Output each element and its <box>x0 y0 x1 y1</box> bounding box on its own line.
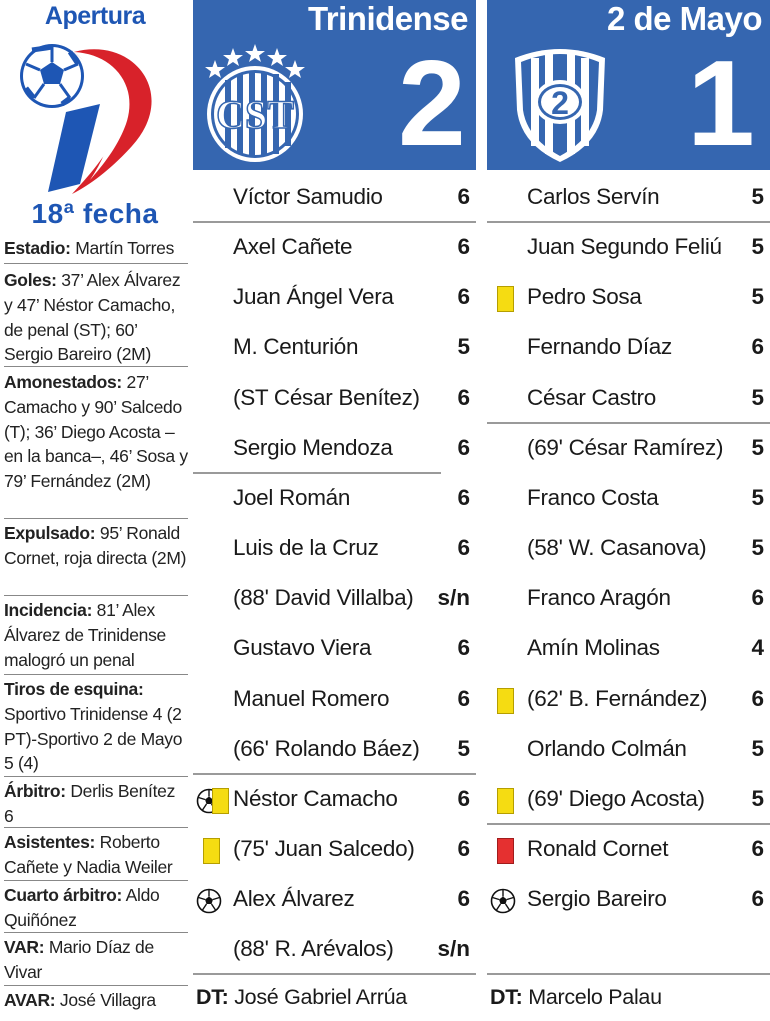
match-info-label: Expulsado: <box>4 523 96 543</box>
divider <box>4 595 188 596</box>
player-rating: s/n <box>437 585 470 611</box>
2-de-mayo-crest-icon <box>505 40 615 164</box>
player-rating: 5 <box>751 384 764 410</box>
player-row <box>193 473 476 523</box>
away-coach-name: Marcelo Palau <box>522 985 662 1009</box>
player-name: (75' Juan Salcedo) <box>233 835 415 861</box>
player-row <box>487 573 770 623</box>
match-info-item <box>4 236 188 261</box>
player-name: Amín Molinas <box>527 635 660 661</box>
divider <box>4 776 188 777</box>
home-team-name: Trinidense <box>307 0 468 37</box>
player-rating: 5 <box>751 735 764 761</box>
match-info-label: Cuarto árbitro: <box>4 885 123 905</box>
player-rating: 6 <box>457 535 470 561</box>
player-rating: 6 <box>457 785 470 811</box>
match-info-item <box>4 370 188 494</box>
player-rating: 6 <box>457 384 470 410</box>
player-name: Carlos Servín <box>527 184 660 209</box>
player-name: (88' David Villalba) <box>233 585 414 611</box>
player-rating: 6 <box>457 484 470 510</box>
player-name: Juan Ángel Vera <box>233 284 394 310</box>
match-info-text: Sportivo Trinidense 4 (2 PT)-Sportivo 2 de Mayo 5 (4) <box>4 703 183 774</box>
player-name: Joel Román <box>233 484 351 510</box>
tournament-block <box>0 0 190 236</box>
red-card-icon <box>497 838 514 864</box>
match-info-item <box>4 521 188 571</box>
player-row <box>487 824 770 874</box>
player-name: Manuel Romero <box>233 685 390 711</box>
divider <box>4 263 188 264</box>
goal-ball-icon <box>490 888 516 919</box>
player-row <box>193 222 476 272</box>
player-name: Gustavo Viera <box>233 635 372 661</box>
match-sidebar <box>0 0 190 1021</box>
svg-text:2: 2 <box>551 85 569 121</box>
player-name: Axel Cañete <box>233 234 353 260</box>
match-info-label: Goles: <box>4 270 57 290</box>
player-rating: 5 <box>751 234 764 260</box>
match-info-text: Aldo Quiñónez <box>4 885 160 930</box>
player-rating: 5 <box>751 535 764 561</box>
match-info-item <box>4 988 188 1013</box>
divider <box>4 518 188 519</box>
divider <box>4 932 188 933</box>
yellow-card-icon <box>497 688 514 714</box>
player-rating: 5 <box>751 434 764 460</box>
yellow-card-icon <box>203 838 220 864</box>
player-name: Sergio Mendoza <box>233 434 393 460</box>
player-row <box>193 322 476 372</box>
player-row <box>193 724 476 774</box>
player-row <box>487 172 770 222</box>
match-info-item <box>4 883 188 933</box>
home-score: 2 <box>398 35 466 171</box>
player-name: M. Centurión <box>233 334 359 360</box>
player-name: Orlando Colmán <box>527 735 687 761</box>
player-rating: 6 <box>751 835 764 861</box>
player-row <box>193 272 476 322</box>
match-info-text: 37’ Alex Álvarez y 47’ Néstor Camacho, de penal (ST); 60’ Sergio Bareiro (2M) <box>4 270 181 365</box>
player-row <box>193 924 476 974</box>
player-rating: 6 <box>751 585 764 611</box>
home-coach-name: José Gabriel Arrúa <box>228 985 407 1009</box>
away-coach <box>490 985 662 1010</box>
player-row <box>193 573 476 623</box>
player-rating: 5 <box>457 334 470 360</box>
divider <box>487 823 770 825</box>
divider <box>4 880 188 881</box>
player-rating: 6 <box>457 234 470 260</box>
player-name: (88' R. Arévalos) <box>233 936 394 962</box>
divider <box>193 973 476 975</box>
player-name: César Castro <box>527 384 656 410</box>
match-info-text: José Villagra <box>55 990 156 1010</box>
match-info-item <box>4 677 188 776</box>
match-info-label: Árbitro: <box>4 781 66 801</box>
player-name: Franco Aragón <box>527 585 671 611</box>
match-info-text: Derlis Benítez 6 <box>4 781 176 826</box>
player-rating: 4 <box>751 635 764 661</box>
player-rating: 6 <box>457 685 470 711</box>
player-rating: 5 <box>751 284 764 310</box>
player-row <box>487 523 770 573</box>
match-info-text: 81’ Alex Álvarez de Trinidense malogró un penal <box>4 600 166 670</box>
player-row <box>487 774 770 824</box>
player-row <box>193 423 476 473</box>
player-rating: 6 <box>457 835 470 861</box>
player-name: (58' W. Casanova) <box>527 535 707 561</box>
player-rating: 6 <box>457 184 470 209</box>
player-row <box>193 373 476 423</box>
tournament-name: Apertura <box>44 2 146 30</box>
player-name: (66' Rolando Báez) <box>233 735 420 761</box>
divider <box>193 773 476 775</box>
player-name: Néstor Camacho <box>233 785 398 811</box>
svg-text:CST: CST <box>216 92 294 137</box>
match-info-text: 95’ Ronald Cornet, roja directa (2M) <box>4 523 187 568</box>
player-rating: 5 <box>751 184 764 209</box>
player-row <box>487 623 770 673</box>
player-name: (69' Diego Acosta) <box>527 785 705 811</box>
divider <box>487 422 770 424</box>
divider <box>4 827 188 828</box>
player-row <box>487 423 770 473</box>
player-row <box>193 523 476 573</box>
match-info-text: Martín Torres <box>70 238 175 258</box>
player-name: Alex Álvarez <box>233 886 355 912</box>
player-row <box>193 674 476 724</box>
match-info-label: Asistentes: <box>4 832 96 852</box>
goal-ball-icon <box>196 888 222 919</box>
player-rating: s/n <box>437 936 470 962</box>
player-row <box>487 473 770 523</box>
player-name: (ST César Benítez) <box>233 384 420 410</box>
match-info-item <box>4 268 188 367</box>
player-name: Sergio Bareiro <box>527 886 667 912</box>
yellow-card-icon <box>497 788 514 814</box>
player-row <box>193 824 476 874</box>
player-row <box>193 774 476 824</box>
match-info-item <box>4 935 188 985</box>
player-name: Pedro Sosa <box>527 284 642 310</box>
divider <box>4 674 188 675</box>
player-name: Ronald Cornet <box>527 835 669 861</box>
yellow-card-icon <box>497 286 514 312</box>
divider <box>193 472 441 474</box>
player-row <box>487 874 770 924</box>
divider <box>4 366 188 367</box>
player-row <box>193 874 476 924</box>
player-rating: 6 <box>457 886 470 912</box>
match-info-text: Roberto Cañete y Nadia Weiler <box>4 832 173 877</box>
player-rating: 6 <box>751 886 764 912</box>
player-name: (62' B. Fernández) <box>527 685 708 711</box>
player-rating: 6 <box>751 334 764 360</box>
match-info-text: Mario Díaz de Vivar <box>4 937 154 982</box>
away-coach-label: DT: <box>490 985 523 1009</box>
player-row <box>487 674 770 724</box>
player-rating: 6 <box>457 635 470 661</box>
match-info-item <box>4 779 188 829</box>
match-info-label: VAR: <box>4 937 45 957</box>
divider <box>487 221 770 223</box>
home-team-header <box>193 0 476 170</box>
player-row <box>487 724 770 774</box>
match-info-label: Estadio: <box>4 238 71 258</box>
player-rating: 5 <box>751 785 764 811</box>
divider <box>4 985 188 986</box>
away-team-header <box>487 0 770 170</box>
player-name: Franco Costa <box>527 484 659 510</box>
player-rating: 6 <box>457 284 470 310</box>
match-info-label: Incidencia: <box>4 600 93 620</box>
match-info-text: 27’ Camacho y 90’ Salcedo (T); 36’ Diego Acosta –en la banca–, 46’ Sosa y 79’ Fernández (2M) <box>4 372 188 492</box>
player-name: Fernando Díaz <box>527 334 672 360</box>
match-info-label: AVAR: <box>4 990 56 1010</box>
round-label: 18ª fecha <box>31 198 159 229</box>
player-name: Víctor Samudio <box>233 184 383 209</box>
player-row <box>487 222 770 272</box>
away-score: 1 <box>687 35 755 171</box>
apertura-logo-icon <box>14 34 164 202</box>
trinidense-crest-icon <box>203 40 307 164</box>
player-rating: 5 <box>457 735 470 761</box>
player-name: Luis de la Cruz <box>233 535 379 561</box>
player-row <box>193 623 476 673</box>
player-rating: 6 <box>457 434 470 460</box>
player-row <box>193 172 476 222</box>
match-info-item <box>4 598 188 672</box>
player-rating: 6 <box>751 685 764 711</box>
player-row <box>487 373 770 423</box>
player-row <box>487 272 770 322</box>
home-coach-label: DT: <box>196 985 229 1009</box>
player-name: Juan Segundo Feliú <box>527 234 722 260</box>
player-row <box>487 322 770 372</box>
home-coach <box>196 985 407 1010</box>
match-info-item <box>4 830 188 880</box>
divider <box>487 973 770 975</box>
match-info-label: Amonestados: <box>4 372 122 392</box>
match-info-label: Tiros de esquina: <box>4 679 144 699</box>
yellow-card-icon <box>212 788 229 814</box>
player-name: (69' César Ramírez) <box>527 434 724 460</box>
player-rating: 5 <box>751 484 764 510</box>
divider <box>193 221 476 223</box>
away-team-name: 2 de Mayo <box>606 0 762 37</box>
